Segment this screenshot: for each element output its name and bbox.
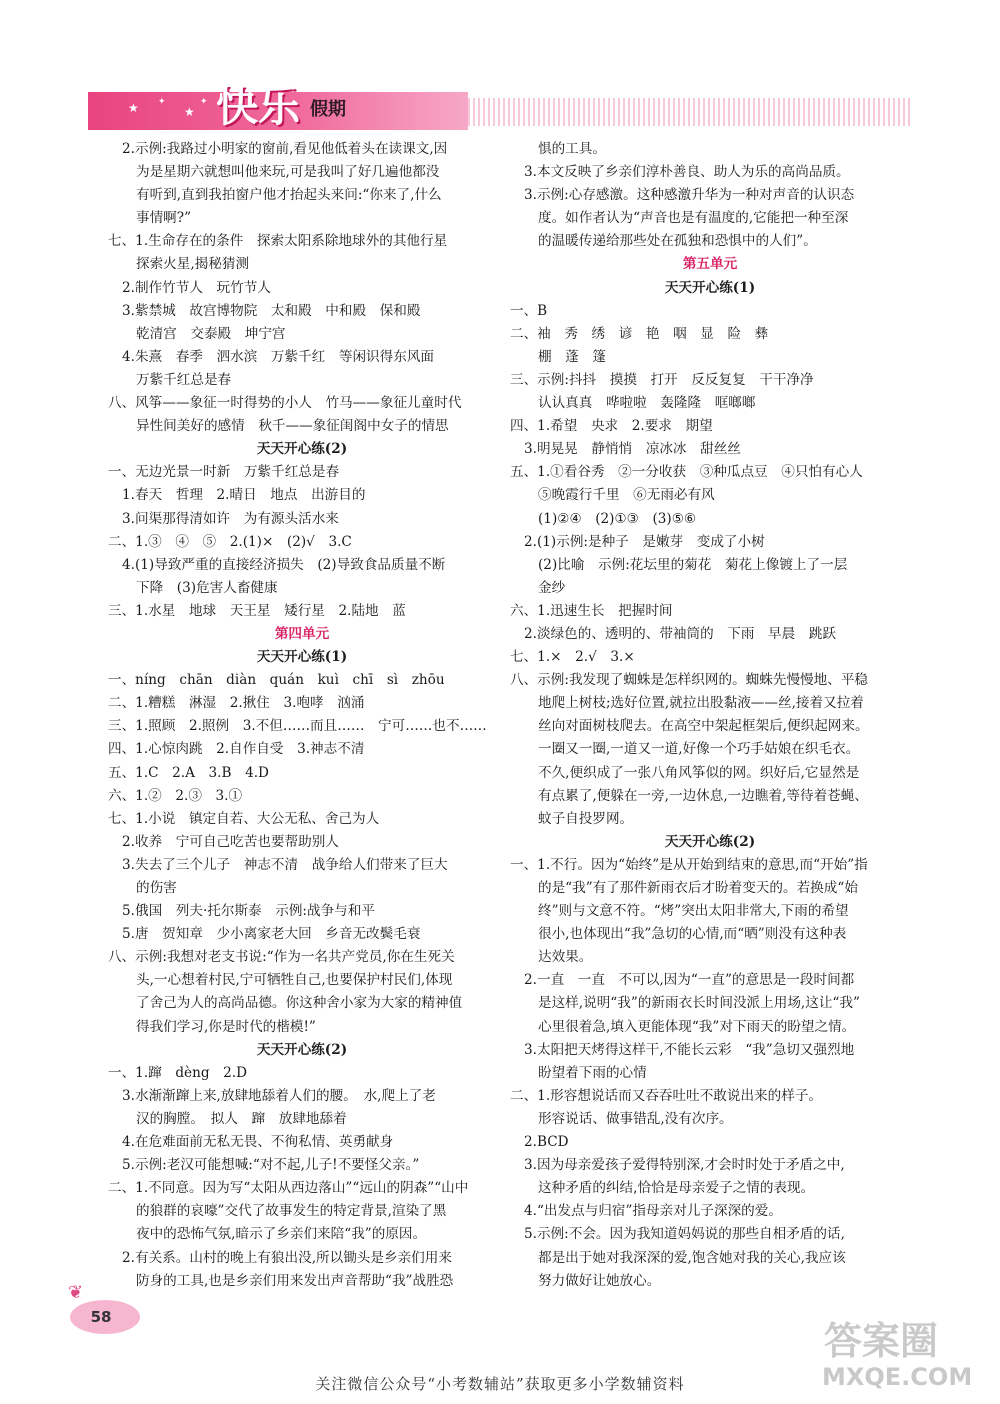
- answer-line: 二、1.糟糕 淋湿 2.揪住 3.咆哮 汹涌: [108, 695, 365, 712]
- answer-line: 乾清宫 交泰殿 坤宁宫: [136, 325, 286, 342]
- answer-line: 盼望着下雨的心情: [538, 1064, 647, 1081]
- section-heading: 天天开心练(1): [256, 649, 348, 666]
- answer-line: 八、风筝——象征一时得势的小人 竹马——象征儿童时代: [108, 395, 462, 412]
- answer-line: 防身的工具,也是乡亲们用来发出声音帮助“我”战胜恐: [136, 1272, 454, 1289]
- answer-line: 二、1.③ ④ ⑤ 2.(1)× (2)√ 3.C: [108, 533, 352, 550]
- answer-line: 二、1.形容想说话而又吞吞吐吐不敢说出来的样子。: [510, 1087, 823, 1104]
- answer-line: 为是星期六就想叫他来玩,可是我叫了好几遍他都没: [136, 164, 440, 181]
- answer-line: 心里很着急,填入更能体现“我”对下雨天的盼望之情。: [538, 1018, 856, 1035]
- star-icon: ★: [128, 101, 139, 115]
- answer-line: 五、1.①看谷秀 ②一分收获 ③种瓜点豆 ④只怕有心人: [510, 464, 863, 481]
- answer-line: 2.示例:我路过小明家的窗前,看见他低着头在读课文,因: [122, 141, 448, 157]
- answer-line: 4.朱熹 春季 泗水滨 万紫千红 等闲识得东风面: [122, 348, 435, 365]
- answer-line: 六、1.② 2.③ 3.①: [108, 787, 243, 804]
- answer-line: 4.(1)导致严重的直接经济损失 (2)导致食品质量不断: [122, 556, 446, 573]
- answer-line: 头,一心想着村民,宁可牺牲自己,也要保护村民们,体现: [136, 972, 453, 989]
- answer-line: 一、níng chān diàn quán kuì chī sì zhōu: [108, 672, 445, 689]
- answer-line: 蚊子自投罗网。: [538, 810, 634, 827]
- answer-line: ⑤晚霞行千里 ⑥无雨必有风: [538, 487, 715, 504]
- answer-line: 一、1.不行。因为“始终”是从开始到结束的意思,而“开始”指: [510, 856, 868, 873]
- answer-line: 2.收养 宁可自己吃苦也要帮助别人: [122, 833, 339, 850]
- answer-line: 的温暖传递给那些处在孤独和恐惧中的人们”。: [538, 233, 817, 250]
- answer-line: 棚 蓬 篷: [538, 348, 606, 365]
- answer-line: 2.一直 一直 不可以,因为“一直”的意思是一段时间都: [524, 972, 855, 989]
- answer-line: 认认真真 哗啦啦 轰隆隆 哐啷啷: [538, 395, 756, 412]
- answer-line: 的是“我”有了那件新雨衣后才盼着变天的。若换成“始: [538, 880, 858, 896]
- answer-line: 有点累了,便躲在一旁,一边休息,一边瞧着,等待着苍蝇、: [538, 787, 868, 804]
- section-heading: 天天开心练(1): [664, 279, 756, 296]
- answer-line: 的狼群的哀嚎”交代了故事发生的特定背景,渲染了黑: [136, 1203, 447, 1220]
- answer-line: 5.示例:不会。因为我知道妈妈说的那些自相矛盾的话,: [524, 1226, 845, 1243]
- answer-line: 四、1.心惊肉跳 2.自作自受 3.神志不清: [108, 741, 365, 758]
- answer-line: 七、1.× 2.√ 3.×: [510, 649, 635, 666]
- answer-line: 终”则与文意不符。“烤”突出太阳非常大,下雨的希望: [538, 903, 849, 920]
- answer-line: 2.(1)示例:是种子 是嫩芽 变成了小树: [524, 533, 765, 550]
- answer-line: 3.太阳把天烤得这样干,不能长云彩 “我”急切又强烈地: [524, 1041, 855, 1058]
- answer-column-left: [108, 138, 496, 1293]
- answer-line: 很小,也体现出“我”急切的心情,而“晒”则没有这种表: [538, 926, 847, 943]
- answer-line: 二、袖 秀 绣 谚 艳 咽 显 险 彝: [510, 325, 769, 342]
- answer-line: 努力做好让她放心。: [538, 1272, 661, 1289]
- site-watermark: [818, 1318, 988, 1398]
- answer-line: 三、1.照顾 2.照例 3.不但……而且…… 宁可……也不……: [108, 718, 487, 735]
- answer-line: 2.BCD: [524, 1134, 569, 1151]
- answer-line: 的伤害: [136, 880, 177, 896]
- answer-line: 异性间美好的感情 秋千——象征闺阁中女子的情思: [136, 418, 449, 435]
- page-number-badge: [62, 1282, 142, 1342]
- answer-line: 这种矛盾的纠结,恰恰是母亲爱子之情的表现。: [538, 1180, 815, 1197]
- answer-line: 一圈又一圈,一道又一道,好像一个巧手姑娘在织毛衣。: [538, 741, 860, 758]
- answer-line: 2.淡绿色的、透明的、带袖筒的 下雨 早晨 跳跃: [524, 625, 837, 642]
- answer-line: 都是出于她对我深深的爱,饱含她对我的关心,我应该: [538, 1249, 846, 1266]
- answer-line: 四、1.希望 央求 2.要求 期望: [510, 418, 713, 435]
- answer-line: 了舍己为人的高尚品德。你这种舍小家为大家的精神值: [136, 995, 463, 1012]
- answer-line: 七、1.生命存在的条件 探索太阳系除地球外的其他行星: [108, 233, 448, 250]
- answer-line: 3.问渠那得清如许 为有源头活水来: [122, 510, 339, 527]
- answer-line: 1.春天 哲理 2.晴日 地点 出游目的: [122, 487, 366, 504]
- answer-line: 事情啊?”: [136, 210, 192, 227]
- answer-line: 夜中的恐怖气氛,暗示了乡亲们来陪“我”的原因。: [136, 1226, 427, 1243]
- answer-line: 得我们学习,你是时代的楷模!”: [136, 1018, 316, 1035]
- answer-line: 八、示例:我发现了蜘蛛是怎样织网的。蜘蛛先慢慢地、平稳: [510, 672, 869, 689]
- answer-line: 2.有关系。山村的晚上有狼出没,所以锄头是乡亲们用来: [122, 1249, 452, 1266]
- answer-line: 下降 (3)危害人畜健康: [136, 579, 278, 596]
- watermark-url-text: MXQE.COM: [822, 1363, 973, 1391]
- section-heading: 天天开心练(2): [256, 441, 348, 458]
- answer-line: 万紫千红总是春: [136, 371, 232, 388]
- answer-line: 形容说话、做事错乱,没有次序。: [538, 1110, 733, 1127]
- answer-line: 地爬上树枝;选好位置,就拉出股黏液——丝,接着又拉着: [538, 695, 864, 712]
- answer-line: 达效果。: [538, 949, 593, 966]
- answer-line: 4.“出发点与归宿”指母亲对儿子深深的爱。: [524, 1203, 782, 1220]
- answer-line: 不久,便织成了一张八角风筝似的网。织好后,它显然是: [538, 764, 860, 781]
- header-pink-banner: [88, 82, 468, 131]
- answer-line: 3.紫禁城 故宫博物院 太和殿 中和殿 保和殿: [122, 302, 421, 319]
- star-icon: ✦: [158, 97, 166, 107]
- unit-heading: 第五单元: [682, 256, 738, 273]
- footer-promo-text: 关注微信公众号“小考数辅站”获取更多小学数辅资料: [315, 1375, 685, 1393]
- section-heading: 天天开心练(2): [256, 1041, 348, 1058]
- answer-line: 有听到,直到我拍窗户他才抬起头来问:“你来了,什么: [136, 187, 442, 204]
- answer-line: 3.本文反映了乡亲们淳朴善良、助人为乐的高尚品质。: [524, 164, 850, 181]
- answer-line: 惧的工具。: [538, 141, 606, 157]
- answer-line: 八、示例:我想对老支书说:“作为一名共产党员,你在生死关: [108, 949, 455, 966]
- answer-line: 汉的胸膛。 拟人 蹿 放肆地舔着: [136, 1110, 347, 1127]
- header-stripe-band: [468, 98, 912, 126]
- answer-line: 4.在危难面前无私无畏、不徇私情、英勇献身: [122, 1134, 394, 1151]
- answer-line: 六、1.迅速生长 把握时间: [510, 602, 673, 619]
- answer-line: 3.示例:心存感激。这种感激升华为一种对声音的认识态: [524, 187, 855, 204]
- answer-line: 5.唐 贺知章 少小离家老大回 乡音无改鬓毛衰: [122, 926, 421, 943]
- answer-line: 三、示例:抖抖 摸摸 打开 反反复复 干干净净: [510, 371, 814, 388]
- header-title: 快乐: [216, 82, 301, 131]
- answer-line: 一、B: [510, 302, 548, 319]
- answer-line: 2.制作竹节人 玩竹节人: [122, 279, 271, 296]
- section-heading: 天天开心练(2): [664, 833, 756, 850]
- watermark-logo-text: 答案圈: [824, 1319, 939, 1363]
- header-subtitle: 假期: [310, 99, 346, 120]
- page-number: 58: [90, 1308, 112, 1326]
- answer-line: 5.示例:老汉可能想喊:“对不起,儿子!不要怪父亲。”: [122, 1157, 420, 1174]
- answer-line: 一、无边光景一时新 万紫千红总是春: [108, 464, 340, 481]
- answer-line: 度。如作者认为“声音也是有温度的,它能把一种至深: [538, 210, 849, 227]
- answer-line: 二、1.不同意。因为写“太阳从西边落山”“远山的阴森”“山中: [108, 1180, 469, 1197]
- answer-line: 金纱: [538, 579, 566, 596]
- answer-line: 丝向对面树枝爬去。在高空中架起框架后,便织起网来。: [538, 718, 869, 735]
- answer-line: 七、1.小说 镇定自若、大公无私、舍己为人: [108, 810, 380, 827]
- sprout-icon: ❦: [68, 1282, 84, 1303]
- answer-line: 一、1.蹿 dèng 2.D: [108, 1064, 248, 1081]
- answer-line: 3.因为母亲爱孩子爱得特别深,才会时时处于矛盾之中,: [524, 1157, 845, 1174]
- answer-line: 3.水渐渐蹿上来,放肆地舔着人们的腰。 水,爬上了老: [122, 1087, 436, 1104]
- answer-line: 探索火星,揭秘猜测: [136, 256, 250, 273]
- page-header: [88, 82, 912, 131]
- answer-line: (2)比喻 示例:花坛里的菊花 菊花上像镀上了一层: [538, 556, 848, 573]
- unit-heading: 第四单元: [274, 625, 330, 642]
- answer-line: 三、1.水星 地球 天王星 矮行星 2.陆地 蓝: [108, 602, 406, 619]
- answer-line: 3.失去了三个儿子 神志不清 战争给人们带来了巨大: [122, 856, 448, 873]
- answer-line: (1)②④ (2)①③ (3)⑤⑥: [538, 510, 697, 527]
- answer-line: 五、1.C 2.A 3.B 4.D: [108, 764, 269, 781]
- star-icon: ★: [184, 105, 195, 119]
- answer-line: 是这样,说明“我”的新雨衣长时间没派上用场,这让“我”: [538, 995, 860, 1012]
- answer-line: 3.明晃晃 静悄悄 凉冰冰 甜丝丝: [524, 441, 741, 458]
- answer-column-right: [510, 138, 910, 1293]
- star-icon: ✦: [200, 97, 208, 107]
- answer-line: 5.俄国 列夫·托尔斯泰 示例:战争与和平: [122, 903, 375, 920]
